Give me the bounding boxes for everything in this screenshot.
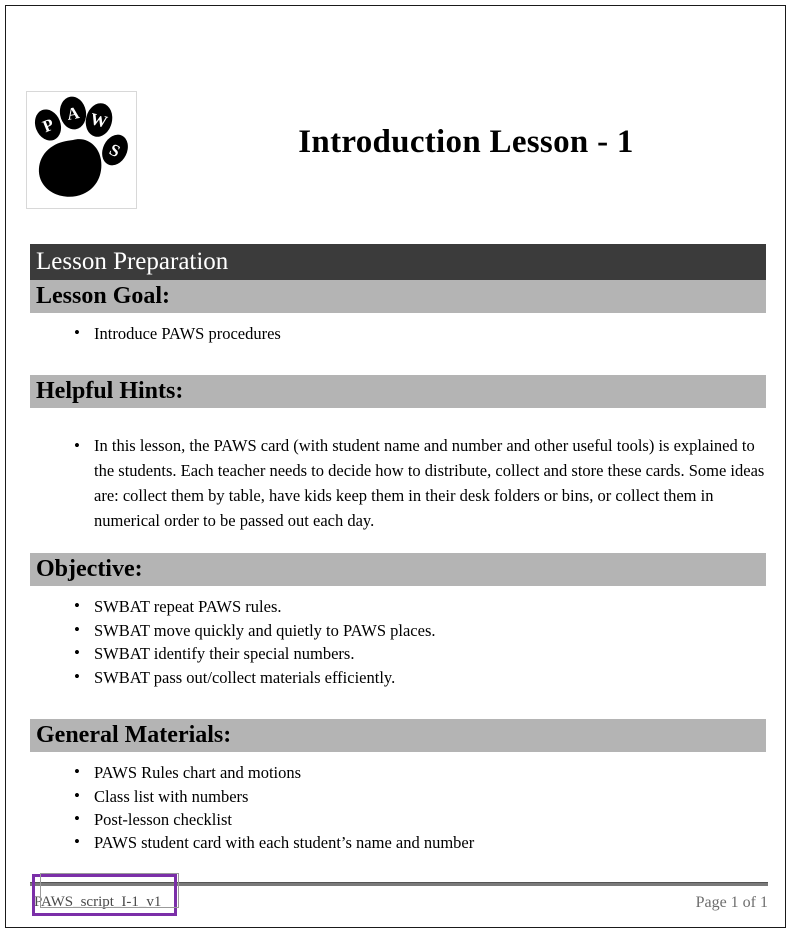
section-heading-objective: Objective: [30,553,766,586]
footer-divider [30,882,768,886]
footer-row [30,892,768,915]
list-item: • Post-lesson checklist [30,808,766,831]
spacer [30,689,766,719]
section-heading-lesson-goal: Lesson Goal: [30,280,766,313]
document-header [6,6,785,216]
list-objective [30,595,766,689]
list-item: • SWBAT repeat PAWS rules. [30,595,766,618]
svg-text:W: W [88,109,110,132]
spacer [30,408,766,434]
list-item: • SWBAT move quickly and quietly to PAWS places. [30,619,766,642]
list-general-materials [30,761,766,855]
page-number-label: Page 1 of 1 [695,894,768,911]
spacer [30,313,766,322]
page-frame [5,5,786,928]
document-footer [30,882,768,926]
list-helpful-hints [30,434,766,533]
list-item: • Introduce PAWS procedures [30,322,766,345]
script-id-label: PAWS_script_I-1_v1 [34,894,162,910]
list-item: • In this lesson, the PAWS card (with student name and number and other useful tools) is explained to the students. Each teacher needs to decide how to distribute, collect and store these cards. Some ideas are: collect them by table, have kids keep them in their desk folders or bins, or collect them in numerical order to be passed out each day. [30,434,766,533]
list-item: • PAWS student card with each student’s name and number [30,831,766,854]
lesson-content [30,244,766,855]
spacer [30,533,766,553]
svg-text:P: P [39,114,57,137]
svg-text:S: S [106,139,124,162]
section-heading-general-materials: General Materials: [30,719,766,752]
section-heading-helpful-hints: Helpful Hints: [30,375,766,408]
spacer [30,345,766,375]
svg-text:A: A [65,103,81,124]
section-heading-lesson-preparation: Lesson Preparation [30,244,766,280]
paws-logo [26,91,137,209]
list-item: • SWBAT pass out/collect materials efficiently. [30,666,766,689]
list-item: • PAWS Rules chart and motions [30,761,766,784]
list-item: • Class list with numbers [30,785,766,808]
spacer [30,752,766,761]
page-title: Introduction Lesson - 1 [298,124,634,160]
list-item: • SWBAT identify their special numbers. [30,642,766,665]
paw-print-icon [27,92,136,208]
spacer [30,586,766,595]
list-lesson-goal [30,322,766,345]
